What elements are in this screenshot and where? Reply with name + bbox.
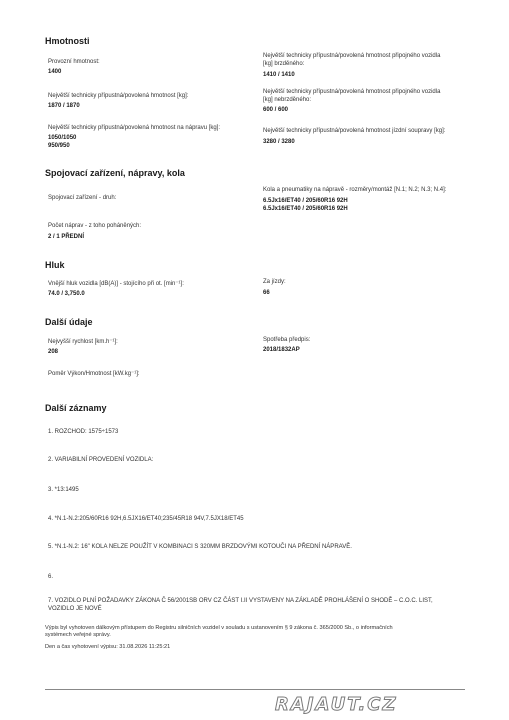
zaznam-item-6: 6.	[48, 574, 54, 580]
zaznam-item-3: 3. *13:1495	[48, 487, 79, 493]
section-title-dalsi-zaznamy: Další záznamy	[45, 403, 107, 413]
souprava-value: 3280 / 3280	[263, 139, 295, 145]
vnejsi-hluk-label: Vnější hluk vozidla [dB(A)] - stojícího při ot. [min⁻¹]:	[48, 281, 184, 287]
zaznam-item-5: 5. *N.1-N.2: 16" KOLA NELZE POUŽÍT V KOMBINACI S 320MM BRZDOVÝMI KOTOUČI NA PŘEDNÍ NÁPRAVĚ.	[48, 544, 352, 550]
footer-note-line-2: systémech veřejné správy.	[45, 632, 111, 638]
nejvyssi-rychlost-label: Nejvyšší rychlost [km.h⁻¹]:	[48, 339, 118, 345]
zaznam-item-7-cont: VOZIDLO JE NOVÉ	[48, 606, 102, 612]
nejvetsi-hmotnost-value: 1870 / 1870	[48, 103, 80, 109]
footer-timestamp: Den a čas vyhotovení výpisu: 31.08.2026 11:25:21	[45, 644, 171, 650]
zaznam-item-2: 2. VARIABILNÍ PROVEDENÍ VOZIDLA:	[48, 457, 154, 463]
pripojne-nebrzdene-value: 600 / 600	[263, 107, 289, 113]
kola-value-1: 6.5Jx16/ET40 / 205/60R16 92H	[263, 198, 348, 204]
nejvyssi-rychlost-value: 208	[48, 349, 59, 355]
section-title-hmotnosti: Hmotnosti	[45, 36, 90, 46]
pocet-naprav-value: 2 / 1 PŘEDNÍ	[48, 234, 85, 240]
zaznam-item-1: 1. ROZCHOD: 1575÷1573	[48, 429, 119, 435]
provozni-hmotnost-value: 1400	[48, 69, 62, 75]
za-jizdy-value: 66	[263, 290, 270, 296]
pripojne-brzdene-value: 1410 / 1410	[263, 72, 295, 78]
pripojne-nebrzdene-label-2: [kg] nebrzděného:	[263, 97, 312, 103]
pripojne-brzdene-label-2: [kg] brzděného:	[263, 61, 305, 67]
section-title-hluk: Hluk	[45, 260, 65, 270]
section-title-dalsi-udaje: Další údaje	[45, 317, 93, 327]
spojovaci-druh-label: Spojovací zařízení - druh:	[48, 195, 117, 201]
spotreba-value: 2018/1832AP	[263, 347, 300, 353]
hmotnost-naprava-value-1: 1050/1050	[48, 135, 77, 141]
kola-label: Kola a pneumatiky na nápravě - rozměry/montáž [N.1; N.2; N.3; N.4]:	[263, 187, 447, 193]
pomer-vykon-label: Poměr Výkon/Hmotnost [kW.kg⁻¹]:	[48, 371, 140, 377]
footer-note-line-1: Výpis byl vyhotoven dálkovým přístupem do Registru silničních vozidel v souladu s ustanovením § 9 zákona č. 365/2000 Sb., o informačních	[45, 625, 393, 631]
section-title-spojovaci: Spojovací zařízení, nápravy, kola	[45, 168, 185, 178]
pripojne-nebrzdene-label-1: Největší technicky přípustná/povolená hmotnost připojného vozidla	[263, 89, 441, 95]
spotreba-label: Spotřeba předpis:	[263, 337, 311, 343]
vnejsi-hluk-value: 74.0 / 3,750.0	[48, 291, 85, 297]
hmotnost-naprava-label: Největší technicky přípustná/povolená hmotnost na nápravu [kg]:	[48, 125, 221, 131]
pocet-naprav-label: Počet náprav - z toho poháněných:	[48, 223, 142, 229]
za-jizdy-label: Za jízdy:	[263, 279, 286, 285]
watermark-logo: RAJAUT.CZ	[275, 694, 398, 715]
souprava-label: Největší technicky přípustná/povolená hmotnost jízdní soupravy [kg]:	[263, 128, 446, 134]
kola-value-2: 6.5Jx16/ET40 / 205/60R16 92H	[263, 206, 348, 212]
provozni-hmotnost-label: Provozní hmotnost:	[48, 59, 100, 65]
nejvetsi-hmotnost-label: Největší technicky přípustná/povolená hmotnost [kg]:	[48, 93, 189, 99]
footer-divider	[45, 689, 465, 690]
zaznam-item-7: 7. VOZIDLO PLNÍ POŽADAVKY ZÁKONA Č 56/2001SB ORV CZ ČÁST I.II VYSTAVENY NA ZÁKLADĚ PROHLÁŠENÍ O SHODĚ – C.O.C. LIST,	[48, 598, 433, 604]
zaznam-item-4: 4. *N.1-N.2:205/60R16 92H,6.5JX16/ET40;235/45R18 94V,7.5JX18/ET45	[48, 516, 244, 522]
hmotnost-naprava-value-2: 950/950	[48, 143, 70, 149]
pripojne-brzdene-label-1: Největší technicky přípustná/povolená hmotnost připojného vozidla	[263, 53, 441, 59]
